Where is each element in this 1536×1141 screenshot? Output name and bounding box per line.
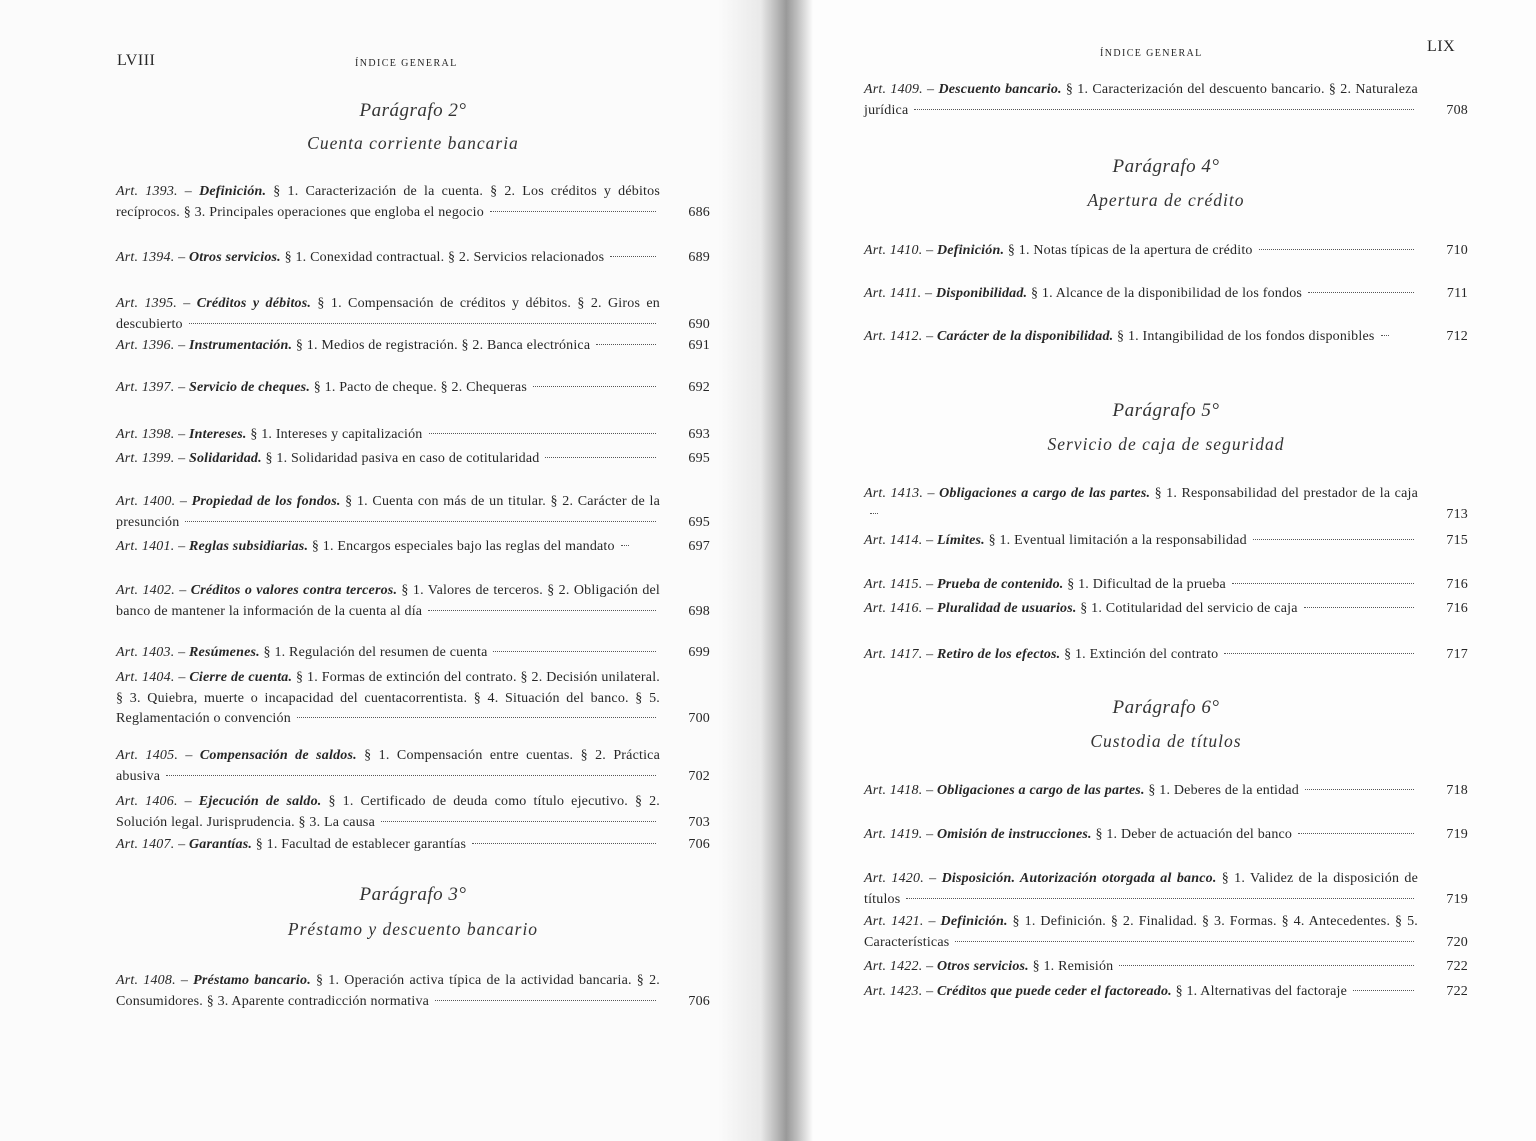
article-title: Ejecución de saldo. (198, 794, 322, 809)
toc-entry[interactable] (864, 327, 1468, 348)
dash-separator: – (922, 82, 939, 97)
dash-separator: – (922, 577, 937, 592)
dash-separator: – (174, 837, 189, 852)
article-summary: § 1. Cuenta con más de un titular. § 2. Carácter de la presunción (116, 494, 660, 530)
section-title: Parágrafo 6° (1112, 697, 1220, 718)
dash-separator: – (922, 601, 937, 616)
page-ref: 695 (688, 451, 710, 466)
article-number: Art. 1419. (864, 827, 923, 842)
article-summary: § 1. Caracterización de la cuenta. § 2. Los créditos y débitos recíprocos. § 3. Principales operaciones que engloba el negocio (116, 184, 660, 220)
dash-separator: – (174, 338, 189, 353)
article-summary: § 1. Dificultad de la prueba (1063, 577, 1226, 592)
leader-dots (1232, 583, 1414, 584)
article-summary: § 1. Certificado de deuda como título ejecutivo. § 2. Solución legal. Jurisprudencia. § 3. La causa (116, 794, 661, 830)
article-summary: § 1. Definición. § 2. Finalidad. § 3. Formas. § 4. Antecedentes. § 5. Características (864, 914, 1419, 950)
article-title: Propiedad de los fondos. (191, 494, 341, 509)
page-ref: 715 (1446, 533, 1468, 548)
article-number: Art. 1402. (116, 583, 175, 598)
article-title: Carácter de la disponibilidad. (937, 329, 1114, 344)
page-ref: 703 (688, 814, 710, 830)
section-subtitle: Apertura de crédito (1087, 190, 1245, 210)
article-title: Prueba de contenido. (937, 577, 1064, 592)
dash-separator: – (922, 827, 937, 842)
section-title: Parágrafo 5° (1112, 400, 1220, 421)
toc-entry[interactable] (864, 781, 1468, 802)
leader-dots (297, 717, 656, 718)
toc-entry[interactable] (116, 449, 710, 470)
article-title: Obligaciones a cargo de las partes. (937, 783, 1145, 798)
article-title: Obligaciones a cargo de las partes. (939, 486, 1151, 501)
page-ref: 716 (1446, 601, 1468, 616)
page-ref: 713 (1446, 506, 1468, 522)
section-title: Parágrafo 4° (1112, 156, 1220, 177)
article-number: Art. 1414. (864, 533, 923, 548)
leader-dots (166, 775, 656, 776)
article-summary: § 1. Solidaridad pasiva en caso de cotitularidad (261, 451, 540, 466)
toc-entry[interactable] (864, 645, 1468, 666)
article-number: Art. 1422. (864, 959, 923, 974)
article-title: Créditos o valores contra terceros. (190, 583, 398, 598)
article-number: Art. 1407. (116, 837, 175, 852)
leader-dots (1298, 833, 1414, 834)
article-summary: § 1. Intangibilidad de los fondos disponibles (1113, 329, 1375, 344)
article-number: Art. 1409. (864, 82, 923, 97)
dash-separator: – (921, 286, 936, 301)
article-summary: § 1. Compensación entre cuentas. § 2. Práctica abusiva (116, 748, 661, 784)
toc-entry[interactable] (864, 869, 1468, 910)
dash-separator: – (175, 973, 194, 988)
leader-dots (428, 610, 656, 611)
leader-dots (1308, 292, 1414, 293)
leader-dots (545, 457, 656, 458)
page-ref: 693 (688, 427, 710, 442)
article-number: Art. 1398. (116, 427, 175, 442)
article-summary: § 1. Intereses y capitalización (246, 427, 423, 442)
dash-separator: – (922, 533, 937, 548)
dash-separator: – (922, 783, 937, 798)
page-ref: 708 (1446, 102, 1468, 118)
toc-entry[interactable] (116, 378, 710, 399)
article-number: Art. 1404. (116, 670, 175, 685)
toc-entry[interactable] (864, 982, 1468, 1003)
toc-entry[interactable] (116, 425, 710, 446)
running-head: ÍNDICE GENERAL (1100, 48, 1203, 59)
page-ref: 722 (1446, 959, 1468, 974)
article-number: Art. 1412. (864, 329, 923, 344)
article-summary: § 1. Cotitularidad del servicio de caja (1076, 601, 1298, 616)
leader-dots (610, 256, 656, 257)
leader-dots (914, 109, 1414, 110)
page-ref: 717 (1446, 647, 1468, 662)
toc-entry[interactable] (864, 957, 1468, 978)
page-ref: 690 (688, 316, 710, 332)
dash-separator: – (923, 871, 942, 886)
article-title: Préstamo bancario. (193, 973, 311, 988)
leader-dots (906, 898, 1414, 899)
dash-separator: – (922, 647, 937, 662)
article-number: Art. 1417. (864, 647, 923, 662)
article-title: Cierre de cuenta. (189, 670, 293, 685)
dash-separator: – (174, 427, 189, 442)
article-summary: § 1. Medios de registración. § 2. Banca electrónica (292, 338, 591, 353)
page-ref: 698 (688, 603, 710, 619)
toc-entry[interactable] (116, 643, 710, 664)
page-ref: 710 (1446, 243, 1468, 258)
article-number: Art. 1400. (116, 494, 176, 509)
page-ref: 716 (1446, 577, 1468, 592)
page-ref: 712 (1446, 329, 1468, 344)
article-title: Definición. (937, 243, 1005, 258)
dash-separator: – (922, 243, 937, 258)
dash-separator: – (178, 748, 200, 763)
toc-entry[interactable] (116, 294, 710, 335)
article-title: Descuento bancario. (938, 82, 1062, 97)
article-summary: § 1. Compensación de créditos y débitos. § 2. Giros en descubierto (116, 296, 661, 332)
page-ref: 706 (688, 837, 710, 852)
page-ref: 722 (1446, 984, 1468, 999)
toc-entry[interactable] (864, 484, 1468, 525)
page-ref: 700 (688, 711, 710, 726)
leader-dots (435, 1000, 656, 1001)
article-summary: § 1. Facultad de establecer garantías (252, 837, 467, 852)
leader-dots (185, 521, 656, 522)
page-ref: 719 (1446, 827, 1468, 842)
running-head: ÍNDICE GENERAL (355, 58, 458, 69)
toc-entry[interactable] (116, 835, 710, 856)
dash-separator: – (174, 250, 189, 265)
article-number: Art. 1420. (864, 871, 924, 886)
article-summary: § 1. Deber de actuación del banco (1091, 827, 1293, 842)
page-ref: 689 (688, 250, 710, 265)
leader-dots (381, 821, 656, 822)
toc-entry[interactable] (864, 531, 1468, 552)
article-summary: § 1. Pacto de cheque. § 2. Chequeras (310, 380, 527, 395)
toc-entry[interactable] (116, 792, 710, 833)
leader-dots (1224, 653, 1414, 654)
leader-dots (596, 344, 656, 345)
article-title: Disposición. Autorización otorgada al banco. (941, 871, 1217, 886)
toc-entry[interactable] (864, 575, 1468, 596)
leader-dots (1353, 990, 1414, 991)
article-number: Art. 1416. (864, 601, 923, 616)
dash-separator: – (922, 959, 937, 974)
leader-dots (490, 211, 656, 212)
leader-dots (1305, 789, 1414, 790)
toc-entry[interactable] (864, 825, 1468, 846)
leader-dots (1304, 607, 1414, 608)
article-title: Otros servicios. (189, 250, 281, 265)
toc-entry[interactable] (116, 182, 710, 223)
article-summary: § 1. Responsabilidad del prestador de la caja (1150, 486, 1418, 501)
page-ref: 702 (688, 768, 710, 784)
page-ref: 719 (1446, 891, 1468, 907)
leader-dots (429, 433, 656, 434)
page-ref: 692 (688, 380, 710, 395)
article-title: Definición. (199, 184, 267, 199)
toc-entry[interactable] (116, 581, 710, 622)
page-ref: 695 (688, 514, 710, 530)
dash-separator: – (177, 184, 200, 199)
article-number: Art. 1399. (116, 451, 175, 466)
leader-dots (1119, 965, 1414, 966)
article-number: Art. 1415. (864, 577, 923, 592)
article-summary: § 1. Valores de terceros. § 2. Obligación del banco de mantener la información de la cuenta al día (116, 583, 661, 619)
dash-separator: – (922, 329, 937, 344)
article-summary: § 1. Notas típicas de la apertura de crédito (1004, 243, 1253, 258)
section-title: Parágrafo 2° (359, 100, 467, 121)
article-number: Art. 1397. (116, 380, 175, 395)
article-summary: § 1. Remisión (1028, 959, 1114, 974)
toc-entry[interactable] (864, 912, 1468, 953)
dash-separator: – (174, 380, 189, 395)
page-number: LVIII (117, 52, 156, 69)
page-ref: 711 (1446, 286, 1468, 301)
dash-separator: – (176, 296, 197, 311)
article-summary: § 1. Alcance de la disponibilidad de los fondos (1027, 286, 1303, 301)
article-summary: § 1. Encargos especiales bajo las reglas del mandato (308, 539, 615, 554)
toc-entry[interactable] (864, 80, 1468, 121)
article-number: Art. 1413. (864, 486, 924, 501)
leader-dots (493, 651, 656, 652)
article-title: Disponibilidad. (935, 286, 1028, 301)
dash-separator: – (174, 451, 189, 466)
dash-separator: – (175, 494, 192, 509)
toc-entry[interactable] (116, 248, 710, 269)
page-ref: 706 (688, 993, 710, 1009)
toc-entry[interactable] (116, 746, 710, 787)
article-summary: § 1. Validez de la disposición de títulos (864, 871, 1419, 907)
toc-entry[interactable] (116, 971, 710, 1012)
leader-dots (870, 513, 878, 514)
page-ref: 718 (1446, 783, 1468, 798)
leader-dots (189, 323, 656, 324)
article-number: Art. 1421. (864, 914, 924, 929)
dash-separator: – (174, 539, 189, 554)
dash-separator: – (923, 914, 941, 929)
article-number: Art. 1405. (116, 748, 179, 763)
page-ref: 691 (688, 338, 710, 353)
toc-entry[interactable] (116, 668, 710, 730)
article-title: Compensación de saldos. (199, 748, 357, 763)
article-number: Art. 1410. (864, 243, 923, 258)
article-number: Art. 1401. (116, 539, 175, 554)
section-title: Parágrafo 3° (359, 884, 467, 905)
article-title: Reglas subsidiarias. (189, 539, 309, 554)
leader-dots (621, 545, 629, 546)
right-page (770, 0, 1536, 1141)
article-summary: § 1. Operación activa típica de la actividad bancaria. § 2. Consumidores. § 3. Aparente contradicción normativa (116, 973, 660, 1009)
article-title: Omisión de instrucciones. (937, 827, 1092, 842)
leader-dots (533, 386, 656, 387)
page-number: LIX (1427, 38, 1456, 55)
article-title: Solidaridad. (189, 451, 262, 466)
article-number: Art. 1418. (864, 783, 923, 798)
dash-separator: – (177, 794, 199, 809)
article-title: Intereses. (189, 427, 247, 442)
page-ref: 697 (688, 539, 710, 554)
article-summary: § 1. Formas de extinción del contrato. § 2. Decisión unilateral. § 3. Quiebra, muerte o incapacidad del cuentacorrentista. § 4. Situación del banco. § 5. Reglamentación o convención (116, 670, 660, 726)
article-title: Definición. (940, 914, 1008, 929)
article-title: Límites. (937, 533, 985, 548)
toc-entry[interactable] (116, 492, 710, 533)
article-title: Créditos que puede ceder el factoreado. (937, 984, 1172, 999)
dash-separator: – (922, 984, 937, 999)
dash-separator: – (174, 670, 190, 685)
leader-dots (1381, 335, 1389, 336)
article-number: Art. 1396. (116, 338, 175, 353)
page-ref: 699 (688, 645, 710, 660)
article-title: Resúmenes. (189, 645, 260, 660)
article-number: Art. 1411. (864, 286, 922, 301)
page-ref: 720 (1446, 934, 1468, 950)
toc-entry[interactable] (864, 284, 1468, 305)
article-number: Art. 1403. (116, 645, 175, 660)
article-title: Instrumentación. (189, 338, 293, 353)
article-number: Art. 1408. (116, 973, 176, 988)
toc-entry[interactable] (116, 537, 710, 558)
section-subtitle: Préstamo y descuento bancario (287, 919, 539, 939)
article-summary: § 1. Eventual limitación a la responsabilidad (984, 533, 1247, 548)
article-title: Garantías. (189, 837, 253, 852)
toc-entry[interactable] (864, 241, 1468, 262)
leader-dots (1253, 539, 1414, 540)
article-number: Art. 1423. (864, 984, 923, 999)
article-summary: § 1. Deberes de la entidad (1144, 783, 1299, 798)
toc-entry[interactable] (864, 599, 1468, 620)
leader-dots (1259, 249, 1414, 250)
section-subtitle: Custodia de títulos (1090, 731, 1242, 751)
leader-dots (955, 941, 1414, 942)
article-number: Art. 1395. (116, 296, 177, 311)
toc-entry[interactable] (116, 336, 710, 357)
section-subtitle: Cuenta corriente bancaria (307, 133, 519, 153)
article-summary: § 1. Caracterización del descuento bancario. § 2. Naturaleza jurídica (864, 82, 1418, 118)
article-summary: § 1. Extinción del contrato (1060, 647, 1219, 662)
dash-separator: – (923, 486, 940, 501)
article-summary: § 1. Conexidad contractual. § 2. Servicios relacionados (280, 250, 605, 265)
leader-dots (472, 843, 656, 844)
section-subtitle: Servicio de caja de seguridad (1047, 434, 1285, 454)
article-title: Retiro de los efectos. (937, 647, 1061, 662)
article-title: Otros servicios. (937, 959, 1029, 974)
article-number: Art. 1406. (116, 794, 178, 809)
article-summary: § 1. Alternativas del factoraje (1171, 984, 1347, 999)
article-summary: § 1. Regulación del resumen de cuenta (259, 645, 488, 660)
article-number: Art. 1394. (116, 250, 175, 265)
dash-separator: – (174, 645, 189, 660)
page-ref: 686 (688, 204, 710, 220)
dash-separator: – (174, 583, 191, 598)
article-title: Pluralidad de usuarios. (937, 601, 1077, 616)
article-number: Art. 1393. (116, 184, 178, 199)
article-title: Créditos y débitos. (196, 296, 312, 311)
article-title: Servicio de cheques. (189, 380, 311, 395)
